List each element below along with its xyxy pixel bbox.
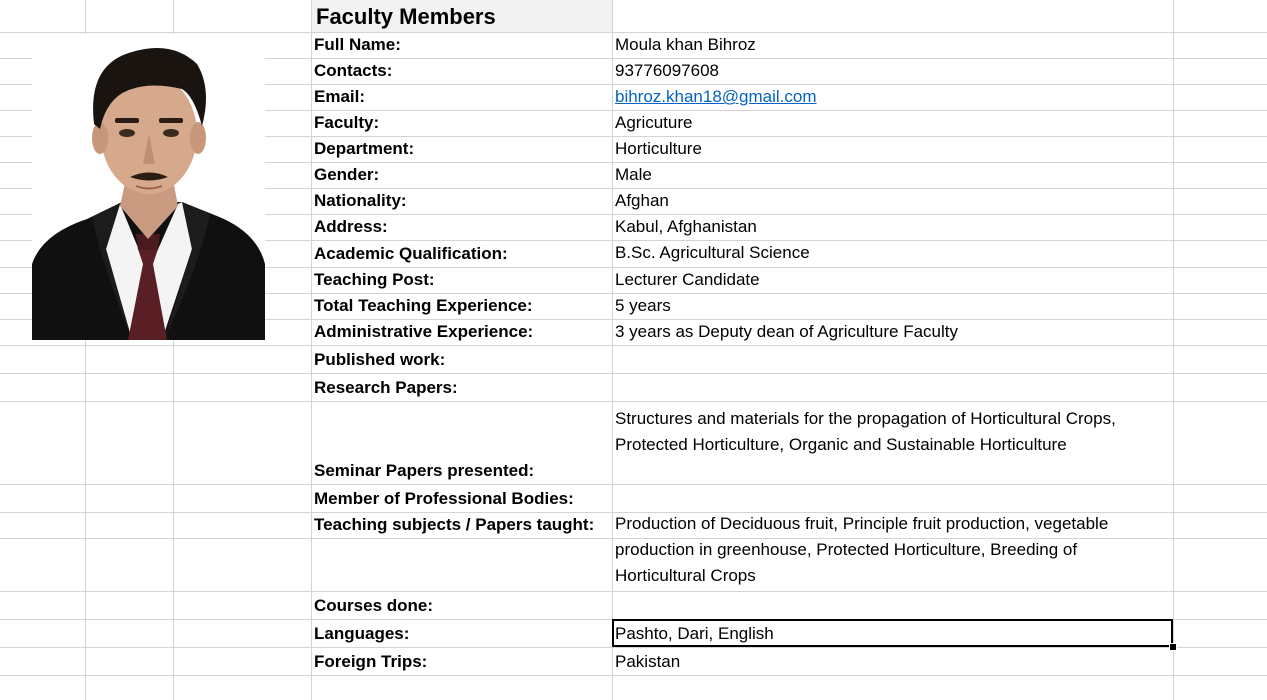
value-teaching-subjects[interactable]: Production of Deciduous fruit, Principle fruit production, vegetable production in greenhouse, Protected Horticulture, Breeding of Horticultural Crops (615, 514, 1109, 585)
label-total-teaching-experience[interactable]: Total Teaching Experience: (314, 296, 533, 315)
label-languages[interactable]: Languages: (314, 624, 410, 643)
label-teaching-subjects[interactable]: Teaching subjects / Papers taught: (314, 515, 595, 534)
row-gridline (0, 591, 1267, 592)
row-gridline (0, 675, 1267, 676)
value-seminar-papers[interactable]: Structures and materials for the propagation of Horticultural Crops, Protected Horticulture, Organic and Sustainable Horticulture (615, 409, 1116, 454)
label-nationality[interactable]: Nationality: (314, 191, 407, 210)
row-gridline (0, 373, 1267, 374)
value-full-name[interactable]: Moula khan Bihroz (615, 35, 756, 54)
value-total-teaching-experience[interactable]: 5 years (615, 296, 671, 315)
column-gridline (1173, 0, 1174, 700)
sheet-title: Faculty Members (316, 4, 496, 29)
label-address[interactable]: Address: (314, 217, 388, 236)
value-foreign-trips[interactable]: Pakistan (615, 652, 681, 671)
column-gridline (311, 0, 312, 700)
value-contacts[interactable]: 93776097608 (615, 61, 720, 80)
row-gridline (0, 401, 1267, 402)
portrait-photo-icon (32, 34, 265, 340)
value-faculty[interactable]: Agricuture (615, 113, 693, 132)
value-administrative-experience[interactable]: 3 years as Deputy dean of Agriculture Faculty (615, 322, 959, 341)
label-full-name[interactable]: Full Name: (314, 35, 401, 54)
fill-handle[interactable] (1169, 643, 1177, 651)
value-teaching-post[interactable]: Lecturer Candidate (615, 270, 760, 289)
label-research-papers[interactable]: Research Papers: (314, 378, 458, 397)
value-address[interactable]: Kabul, Afghanistan (615, 217, 757, 236)
value-languages[interactable]: Pashto, Dari, English (615, 624, 774, 643)
label-contacts[interactable]: Contacts: (314, 61, 393, 80)
label-courses-done[interactable]: Courses done: (314, 596, 434, 615)
active-cell-selection[interactable] (612, 619, 1173, 647)
label-gender[interactable]: Gender: (314, 165, 380, 184)
value-nationality[interactable]: Afghan (615, 191, 669, 210)
label-administrative-experience[interactable]: Administrative Experience: (314, 322, 534, 341)
label-foreign-trips[interactable]: Foreign Trips: (314, 652, 428, 671)
label-academic-qualification[interactable]: Academic Qualification: (314, 244, 508, 263)
value-email-link[interactable]: bihroz.khan18@gmail.com (615, 87, 817, 106)
label-member-professional-bodies[interactable]: Member of Professional Bodies: (314, 489, 574, 508)
label-email[interactable]: Email: (314, 87, 366, 106)
label-department[interactable]: Department: (314, 139, 415, 158)
column-gridline (612, 0, 613, 700)
value-academic-qualification[interactable]: B.Sc. Agricultural Science (615, 243, 810, 262)
value-gender[interactable]: Male (615, 165, 652, 184)
label-faculty[interactable]: Faculty: (314, 113, 380, 132)
row-gridline (0, 647, 1267, 648)
label-published-work[interactable]: Published work: (314, 350, 446, 369)
value-department[interactable]: Horticulture (615, 139, 702, 158)
row-gridline (0, 345, 1267, 346)
label-teaching-post[interactable]: Teaching Post: (314, 270, 435, 289)
label-seminar-papers[interactable]: Seminar Papers presented: (314, 461, 535, 480)
row-gridline (0, 484, 1267, 485)
